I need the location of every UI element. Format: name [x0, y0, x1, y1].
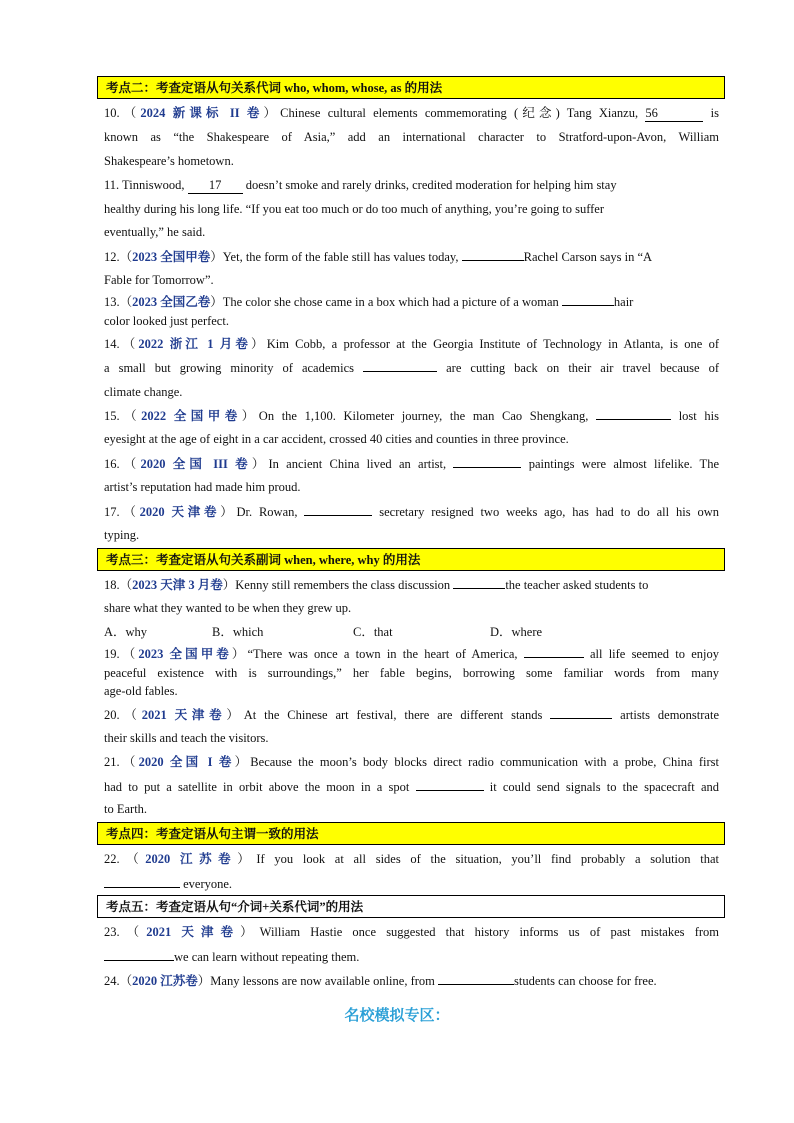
answer-blank[interactable] — [462, 248, 524, 261]
question-24: 24.（2020 江苏卷）Many lessons are now available online, from students can choose for free. — [104, 974, 657, 988]
question-10-line-2: known as “the Shakespeare of Asia,” add an international character to Stratford-upon-Avon, William — [104, 130, 719, 144]
question-16-line-2: artist’s reputation had made him proud. — [104, 480, 301, 494]
question-13: 13.（2023 全国乙卷）The color she chose came in a box which had a picture of a woman hair — [104, 295, 634, 309]
question-14-line-3: climate change. — [104, 385, 183, 399]
question-22-line-2: everyone. — [104, 875, 719, 892]
section-header-5: 考点五：考查定语从句“介词+关系代词”的用法 — [97, 895, 725, 918]
option-b[interactable]: B．which — [212, 625, 264, 639]
answer-blank[interactable] — [596, 407, 671, 420]
question-23: 23.（2021 天津卷）William Hastie once suggested that history informs us of past mistakes from — [104, 925, 719, 939]
question-15: 15.（2022 全国甲卷）On the 1,100. Kilometer journey, the man Cao Shengkang, lost his — [104, 409, 719, 423]
answer-blank[interactable] — [453, 455, 521, 468]
question-16: 16.（2020 全国 III 卷）In ancient China lived an artist, paintings were almost lifelike. The — [104, 457, 719, 471]
question-15-line-2: eyesight at the age of eight in a car accident, crossed 40 cities and counties in three province. — [104, 432, 569, 446]
section-header-2: 考点二：考查定语从句关系代词 who, whom, whose, as 的用法 — [97, 76, 725, 99]
question-20: 20.（2021 天津卷）At the Chinese art festival, there are different stands artists demonstrate — [104, 708, 720, 722]
question-19-line-3: age-old fables. — [104, 684, 178, 698]
section-footer-title: 名校模拟专区： — [344, 1006, 450, 1024]
question-20-line-2: their skills and teach the visitors. — [104, 731, 269, 745]
question-17-line-2: typing. — [104, 528, 140, 542]
question-12: 12.（2023 全国甲卷）Yet, the form of the fable still has values today, Rachel Carson says in “A — [104, 250, 653, 264]
question-22: 22.（2020 江苏卷）If you look at all sides of the situation, you’ll find probably a solution that — [104, 852, 719, 866]
answer-blank[interactable]: 56 — [645, 105, 703, 122]
question-19: 19.（2023 全国甲卷）“There was once a town in the heart of America, all life seemed to enjoy — [104, 647, 719, 661]
source-tag: 2023 天津 3 月卷 — [132, 578, 223, 592]
source-tag: 2020 全国 I 卷 — [138, 755, 235, 769]
section-header-3: 考点三：考查定语从句关系副词 when, where, why 的用法 — [97, 548, 725, 571]
source-tag: 2021 天津卷 — [141, 708, 227, 722]
question-12-line-2: Fable for Tomorrow”. — [104, 273, 214, 287]
source-tag: 2020 江苏卷 — [132, 974, 198, 988]
source-tag: 2020 天津卷 — [139, 505, 221, 519]
option-c[interactable]: C．that — [353, 625, 393, 639]
source-tag: 2023 全国甲卷 — [132, 250, 211, 264]
question-11-line-2: healthy during his long life. “If you eat too much or do too much of anything, you’re going to suffer — [104, 202, 605, 216]
answer-blank[interactable] — [562, 293, 614, 306]
question-10-line-3: Shakespeare’s hometown. — [104, 154, 234, 168]
question-18: 18.（2023 天津 3 月卷）Kenny still remembers the class discussion the teacher asked students to — [104, 578, 649, 592]
question-21: 21.（2020 全国 I 卷）Because the moon’s body blocks direct radio communication with a probe, China first — [104, 755, 719, 769]
source-tag: 2021 天津卷 — [146, 925, 241, 939]
question-14: 14.（2022 浙江 1 月卷）Kim Cobb, a professor at the Georgia Institute of Technology in Atlanta, is one of — [104, 337, 719, 351]
answer-blank[interactable] — [550, 706, 612, 719]
question-21-line-3: to Earth. — [104, 802, 148, 816]
answer-blank[interactable] — [524, 645, 584, 658]
answer-blank[interactable] — [416, 778, 484, 791]
question-23-line-2: we can learn without repeating them. — [104, 948, 719, 965]
source-tag: 2023 全国乙卷 — [132, 295, 211, 309]
source-tag: 2023 全国甲卷 — [138, 647, 232, 661]
answer-blank[interactable] — [453, 576, 505, 589]
question-14-line-2: a small but growing minority of academics are cutting back on their air travel because of — [104, 361, 719, 375]
question-11-line-3: eventually,” he said. — [104, 225, 206, 239]
question-19-line-2: peaceful existence with is surroundings,” her fable begins, borrowing some familiar words from many — [104, 666, 719, 680]
source-tag: 2024 新课标 II 卷 — [140, 106, 264, 120]
answer-blank[interactable] — [304, 503, 372, 516]
question-17: 17.（2020 天津卷）Dr. Rowan, secretary resigned two weeks ago, has had to do all his own — [104, 505, 719, 519]
answer-blank[interactable] — [363, 359, 437, 372]
source-tag: 2022 浙江 1 月卷 — [138, 337, 252, 351]
option-a[interactable]: A．why — [104, 625, 148, 639]
question-21-line-2: had to put a satellite in orbit above the moon in a spot it could send signals to the spacecraft and — [104, 780, 720, 794]
answer-blank[interactable] — [104, 948, 174, 961]
answer-blank[interactable] — [438, 972, 514, 985]
source-tag: 2022 全国甲卷 — [141, 409, 242, 423]
question-13-line-2: color looked just perfect. — [104, 314, 229, 328]
question-11: 11. Tinniswood, 17 doesn’t smoke and rarely drinks, credited moderation for helping him stay — [104, 178, 617, 192]
question-18-line-2: share what they wanted to be when they grew up. — [104, 601, 352, 615]
option-d[interactable]: D．where — [490, 625, 543, 639]
question-10: 10.（2024 新课标 II 卷）Chinese cultural elements commemorating (纪念) Tang Xianzu, 56 is — [104, 106, 720, 120]
answer-blank[interactable] — [104, 875, 180, 888]
answer-blank[interactable]: 17 — [188, 177, 243, 194]
source-tag: 2020 全国 III 卷 — [140, 457, 252, 471]
section-header-4: 考点四：考查定语从句主谓一致的用法 — [97, 822, 725, 845]
source-tag: 2020 江苏卷 — [145, 852, 238, 866]
